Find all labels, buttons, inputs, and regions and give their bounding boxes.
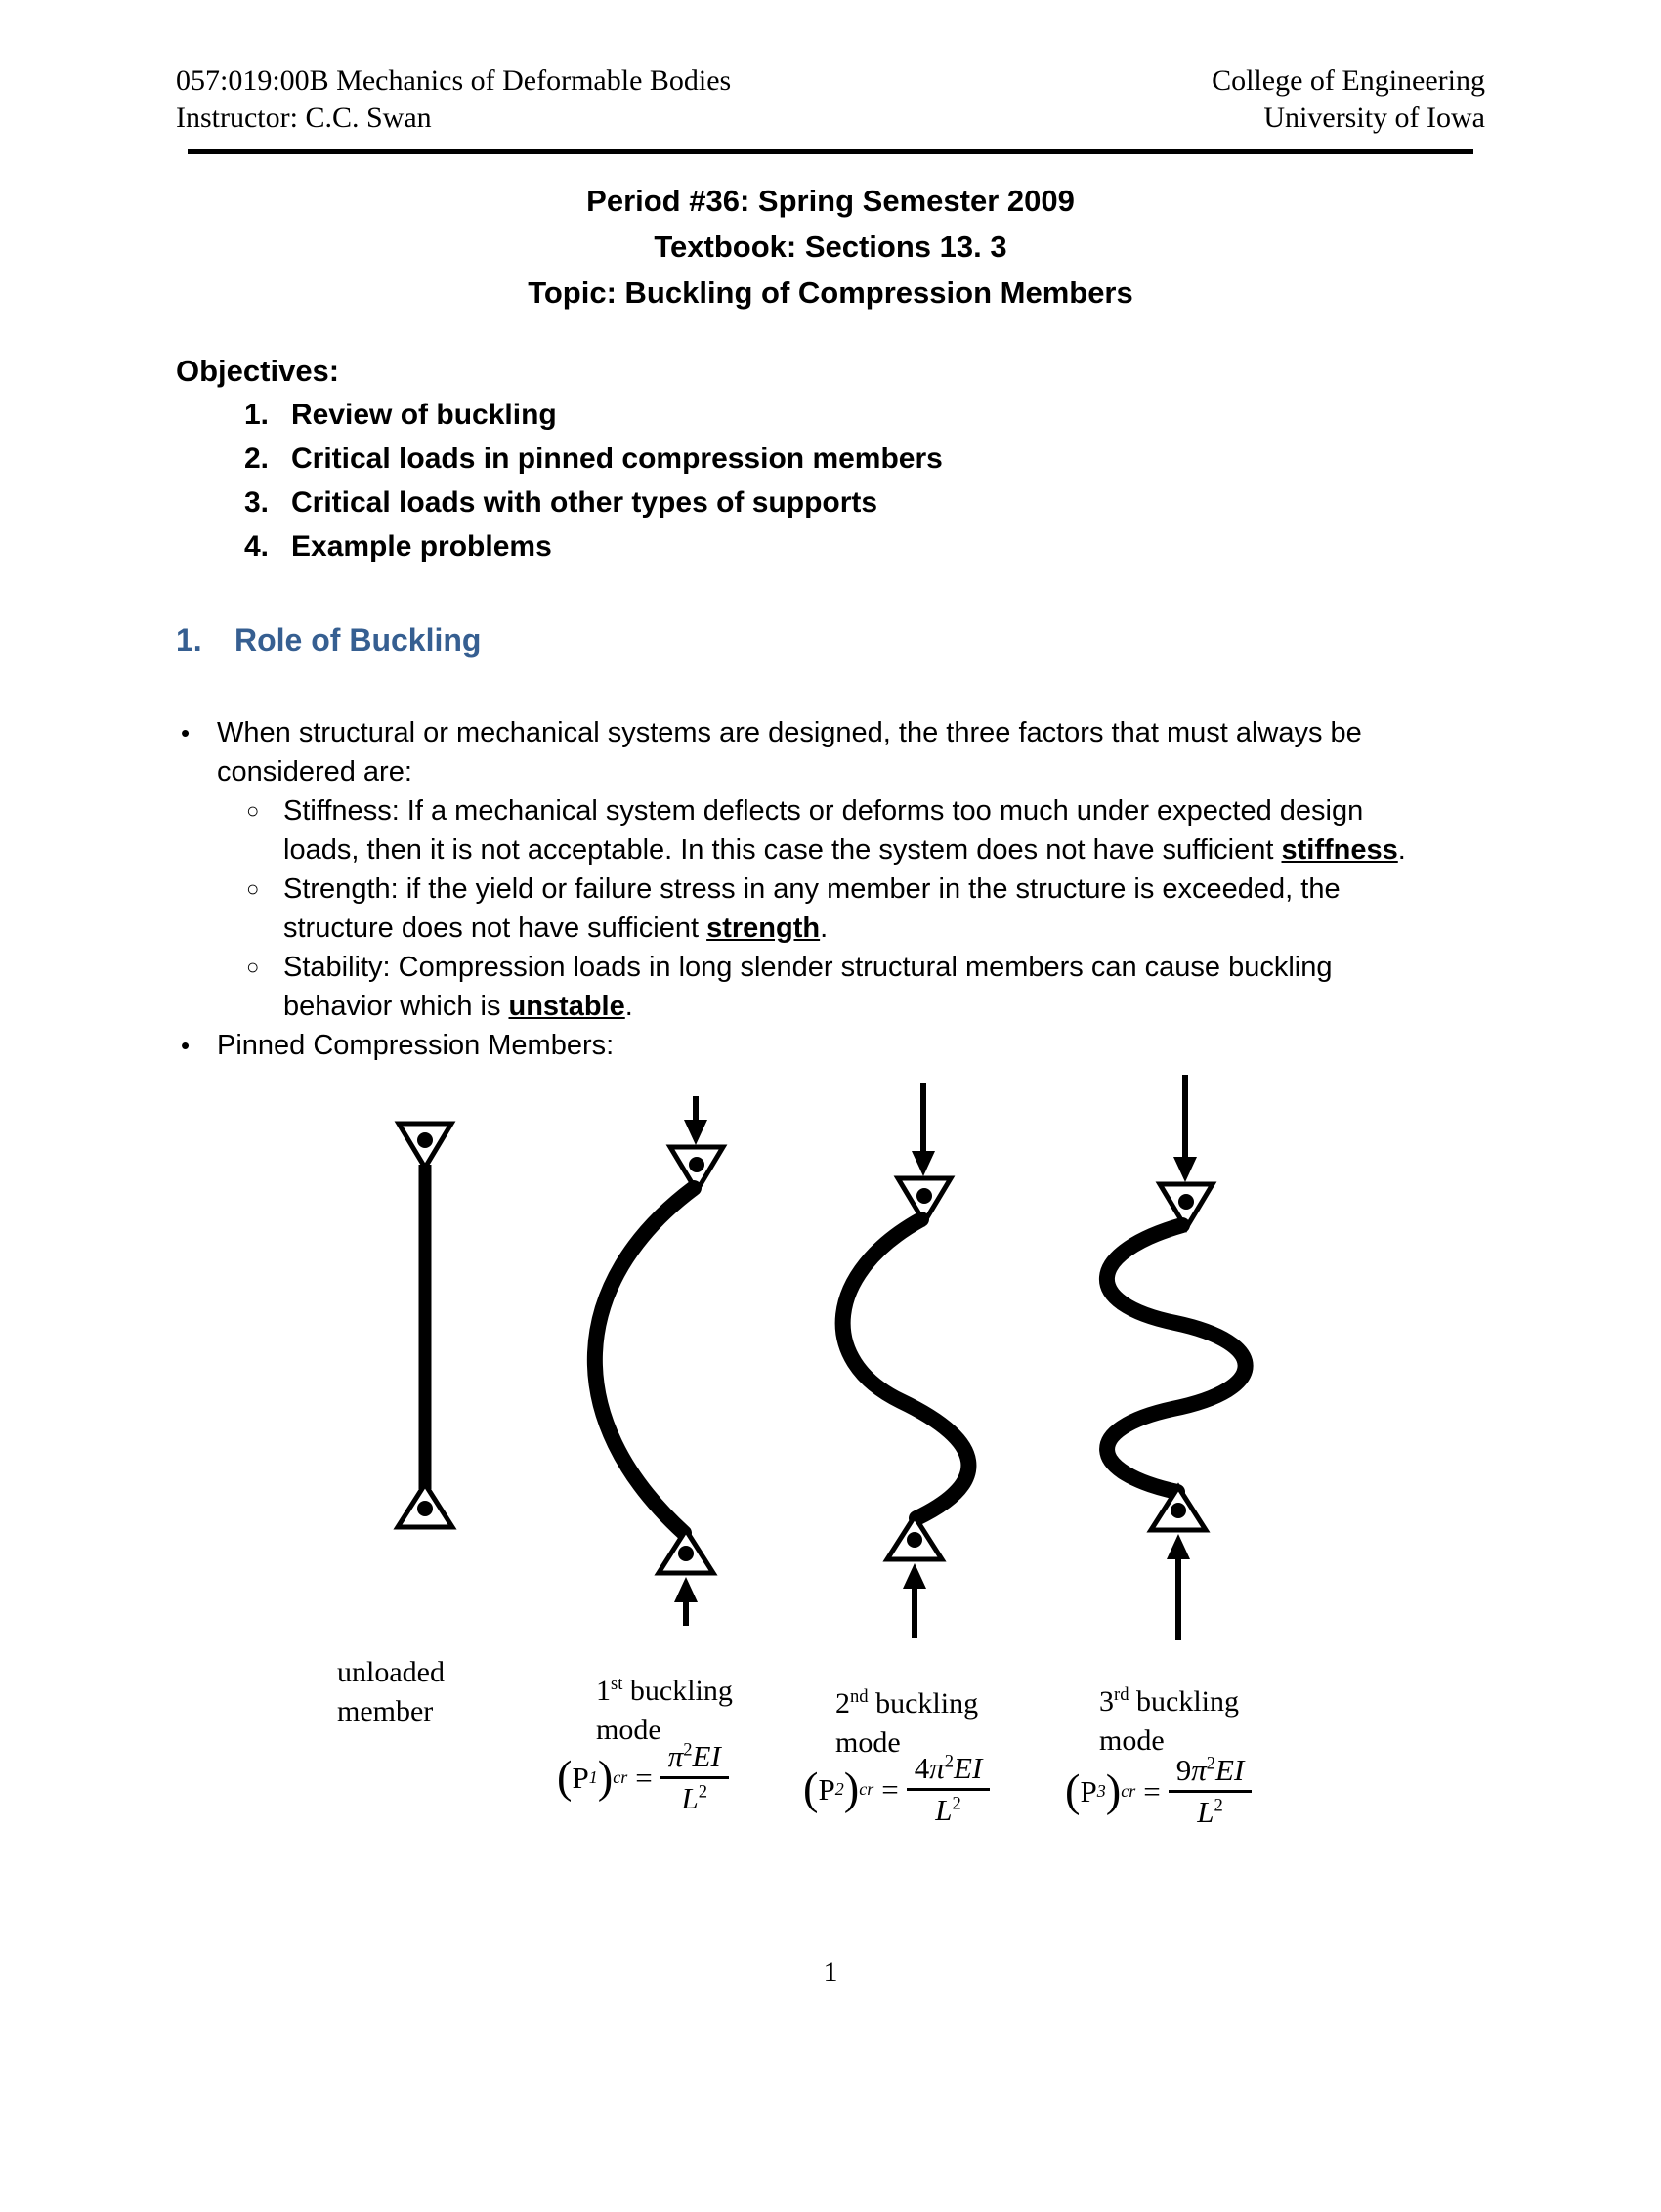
ei-symbol: EI <box>954 1751 983 1785</box>
cr-subscript: cr <box>859 1779 874 1799</box>
critical-load-formula-2 <box>803 1751 990 1828</box>
coefficient: 9 <box>1175 1753 1192 1787</box>
buckling-diagrams <box>0 1067 1661 1653</box>
text-run: Strength: if the yield or failure stress in any member in the structure is exceeded, the structure does not have sufficient <box>283 873 1341 944</box>
ordinal: 1 <box>596 1675 611 1707</box>
bullet-pinned-compression-members <box>181 1026 1661 1065</box>
title-topic: Topic: Buckling of Compression Members <box>528 276 1133 310</box>
document-page <box>0 63 1661 1989</box>
ei-symbol: EI <box>1215 1753 1245 1787</box>
label-line: mode <box>835 1726 901 1759</box>
pin-dot-icon <box>916 1188 932 1204</box>
header-divider <box>188 149 1473 154</box>
text-run: . <box>624 991 633 1022</box>
bullet-icon: • <box>181 718 191 747</box>
header-right <box>1212 63 1485 137</box>
ordinal-suffix: nd <box>850 1686 869 1707</box>
exponent: 2 <box>952 1793 961 1814</box>
objective-item <box>176 393 1661 437</box>
pin-dot-icon <box>907 1532 922 1548</box>
ordinal-suffix: st <box>611 1674 623 1694</box>
objective-number: 2. <box>244 443 270 475</box>
buckled-member-curve <box>1107 1225 1246 1492</box>
pin-dot-icon <box>417 1132 433 1148</box>
l-symbol: L <box>681 1781 699 1815</box>
label-line: mode <box>1099 1724 1165 1757</box>
equals-sign: = <box>881 1771 899 1807</box>
instructor-line: Instructor: C.C. Swan <box>176 102 432 134</box>
label-rest: buckling <box>1129 1685 1239 1718</box>
pin-dot-icon <box>678 1546 694 1561</box>
denominator <box>660 1776 729 1816</box>
label-first-mode <box>596 1665 733 1750</box>
bullet-text: Pinned Compression Members: <box>217 1030 615 1061</box>
pi-symbol: π <box>1191 1753 1207 1787</box>
section-number: 1. <box>176 622 202 658</box>
sub-bullet-text <box>283 870 1407 948</box>
objective-item <box>176 437 1661 481</box>
numerator <box>660 1739 729 1776</box>
sub-bullet-stiffness <box>246 791 1661 870</box>
close-paren: ) <box>1105 1766 1122 1816</box>
third-mode-diagram <box>1107 1075 1246 1640</box>
circle-bullet-icon: ○ <box>246 876 260 901</box>
objectives-section <box>176 349 1661 569</box>
critical-load-formula-3 <box>1065 1753 1252 1830</box>
pin-dot-icon <box>1178 1194 1194 1210</box>
p-symbol: P <box>572 1760 589 1795</box>
fraction <box>1169 1753 1253 1830</box>
label-line: member <box>337 1695 434 1727</box>
p-index: 3 <box>1096 1781 1106 1801</box>
denominator <box>907 1788 991 1828</box>
buckled-member-curve <box>595 1188 694 1533</box>
p-symbol: P <box>1080 1773 1097 1808</box>
coefficient: 4 <box>914 1751 930 1785</box>
label-third-mode <box>1099 1676 1239 1761</box>
ordinal: 2 <box>835 1687 850 1720</box>
cr-subscript: cr <box>1121 1781 1136 1801</box>
p-symbol: P <box>818 1771 835 1807</box>
circle-bullet-icon: ○ <box>246 798 260 823</box>
label-rest: buckling <box>622 1675 733 1707</box>
open-paren: ( <box>557 1753 573 1803</box>
objective-text: Example problems <box>291 531 552 563</box>
pin-dot-icon <box>689 1157 704 1172</box>
ei-symbol: EI <box>692 1739 721 1773</box>
numerator <box>1169 1753 1253 1790</box>
objective-number: 1. <box>244 399 270 431</box>
section-heading-role-of-buckling <box>176 622 1661 659</box>
sub-bullet-strength <box>246 870 1661 948</box>
fraction <box>907 1751 991 1828</box>
title-textbook: Textbook: Sections 13. 3 <box>654 230 1007 264</box>
p-index: 2 <box>834 1779 844 1799</box>
title-period: Period #36: Spring Semester 2009 <box>586 184 1075 218</box>
open-paren: ( <box>1065 1766 1081 1816</box>
second-mode-diagram <box>843 1083 969 1638</box>
emphasized-word: unstable <box>508 991 625 1022</box>
label-unloaded-member <box>337 1653 445 1731</box>
emphasized-word: strength <box>706 913 821 944</box>
label-line: mode <box>596 1714 661 1746</box>
course-code-line: 057:019:00B Mechanics of Deformable Bodies <box>176 64 732 97</box>
unloaded-member-diagram <box>398 1124 452 1527</box>
page-header <box>176 63 1485 137</box>
label-line <box>596 1665 733 1711</box>
ordinal-suffix: rd <box>1114 1684 1129 1705</box>
objective-number: 4. <box>244 531 270 563</box>
numerator <box>907 1751 991 1788</box>
close-paren: ) <box>843 1765 860 1814</box>
fraction <box>660 1739 729 1816</box>
pin-dot-icon <box>1171 1503 1186 1518</box>
objective-item <box>176 481 1661 525</box>
l-symbol: L <box>935 1793 953 1827</box>
denominator <box>1169 1790 1253 1830</box>
sub-bullet-text <box>283 791 1407 870</box>
objective-text: Review of buckling <box>291 399 557 431</box>
exponent: 2 <box>1206 1753 1216 1774</box>
exponent: 2 <box>683 1739 693 1761</box>
bullet-text: When structural or mechanical systems are designed, the three factors that must always be considered are: <box>217 717 1362 787</box>
equals-sign: = <box>635 1760 653 1795</box>
university-line: University of Iowa <box>1263 102 1485 134</box>
text-run: . <box>820 913 829 944</box>
bullet-design-factors <box>181 713 1661 791</box>
close-paren: ) <box>597 1753 614 1803</box>
arrowhead-icon <box>912 1151 935 1176</box>
sub-bullet-text <box>283 948 1407 1026</box>
p-index: 1 <box>588 1767 598 1787</box>
college-line: College of Engineering <box>1212 64 1485 97</box>
cr-subscript: cr <box>613 1767 628 1787</box>
open-paren: ( <box>803 1765 819 1814</box>
pin-dot-icon <box>417 1501 433 1516</box>
bullet-icon: • <box>181 1031 191 1060</box>
buckling-modes-figure <box>0 1067 1661 1858</box>
objective-text: Critical loads with other types of supports <box>291 487 878 519</box>
title-block <box>0 178 1661 316</box>
arrowhead-icon <box>684 1120 707 1145</box>
page-number: 1 <box>823 1956 838 1988</box>
section-title: Role of Buckling <box>234 622 482 658</box>
objective-item <box>176 525 1661 569</box>
objective-text: Critical loads in pinned compression members <box>291 443 943 475</box>
equals-sign: = <box>1143 1773 1161 1808</box>
l-symbol: L <box>1197 1795 1214 1829</box>
exponent: 2 <box>698 1781 707 1803</box>
pi-symbol: π <box>667 1739 684 1773</box>
arrowhead-icon <box>674 1577 698 1602</box>
header-left <box>176 63 731 137</box>
arrowhead-icon <box>1167 1534 1190 1559</box>
pi-symbol: π <box>929 1751 945 1785</box>
arrowhead-icon <box>903 1563 926 1589</box>
first-mode-diagram <box>595 1096 723 1626</box>
exponent: 2 <box>1214 1795 1223 1816</box>
emphasized-word: stiffness <box>1281 834 1398 866</box>
text-run: . <box>1397 834 1406 866</box>
ordinal: 3 <box>1099 1685 1114 1718</box>
label-line <box>835 1678 978 1723</box>
objective-number: 3. <box>244 487 270 519</box>
label-second-mode <box>835 1678 978 1763</box>
text-run: Stability: Compression loads in long slender structural members can cause buckling behavior which is <box>283 952 1333 1022</box>
label-line <box>1099 1676 1239 1722</box>
arrowhead-icon <box>1173 1157 1197 1182</box>
label-rest: buckling <box>868 1687 979 1720</box>
text-run: Stiffness: If a mechanical system deflects or deforms too much under expected design loads, then it is not acceptable. In this case the system does not have sufficient <box>283 795 1364 866</box>
exponent: 2 <box>944 1751 955 1772</box>
objectives-heading: Objectives: <box>176 354 340 388</box>
label-line: unloaded <box>337 1656 445 1688</box>
buckled-member-curve <box>843 1219 969 1518</box>
circle-bullet-icon: ○ <box>246 955 260 979</box>
critical-load-formula-1 <box>557 1739 729 1816</box>
sub-bullet-stability <box>246 948 1661 1026</box>
